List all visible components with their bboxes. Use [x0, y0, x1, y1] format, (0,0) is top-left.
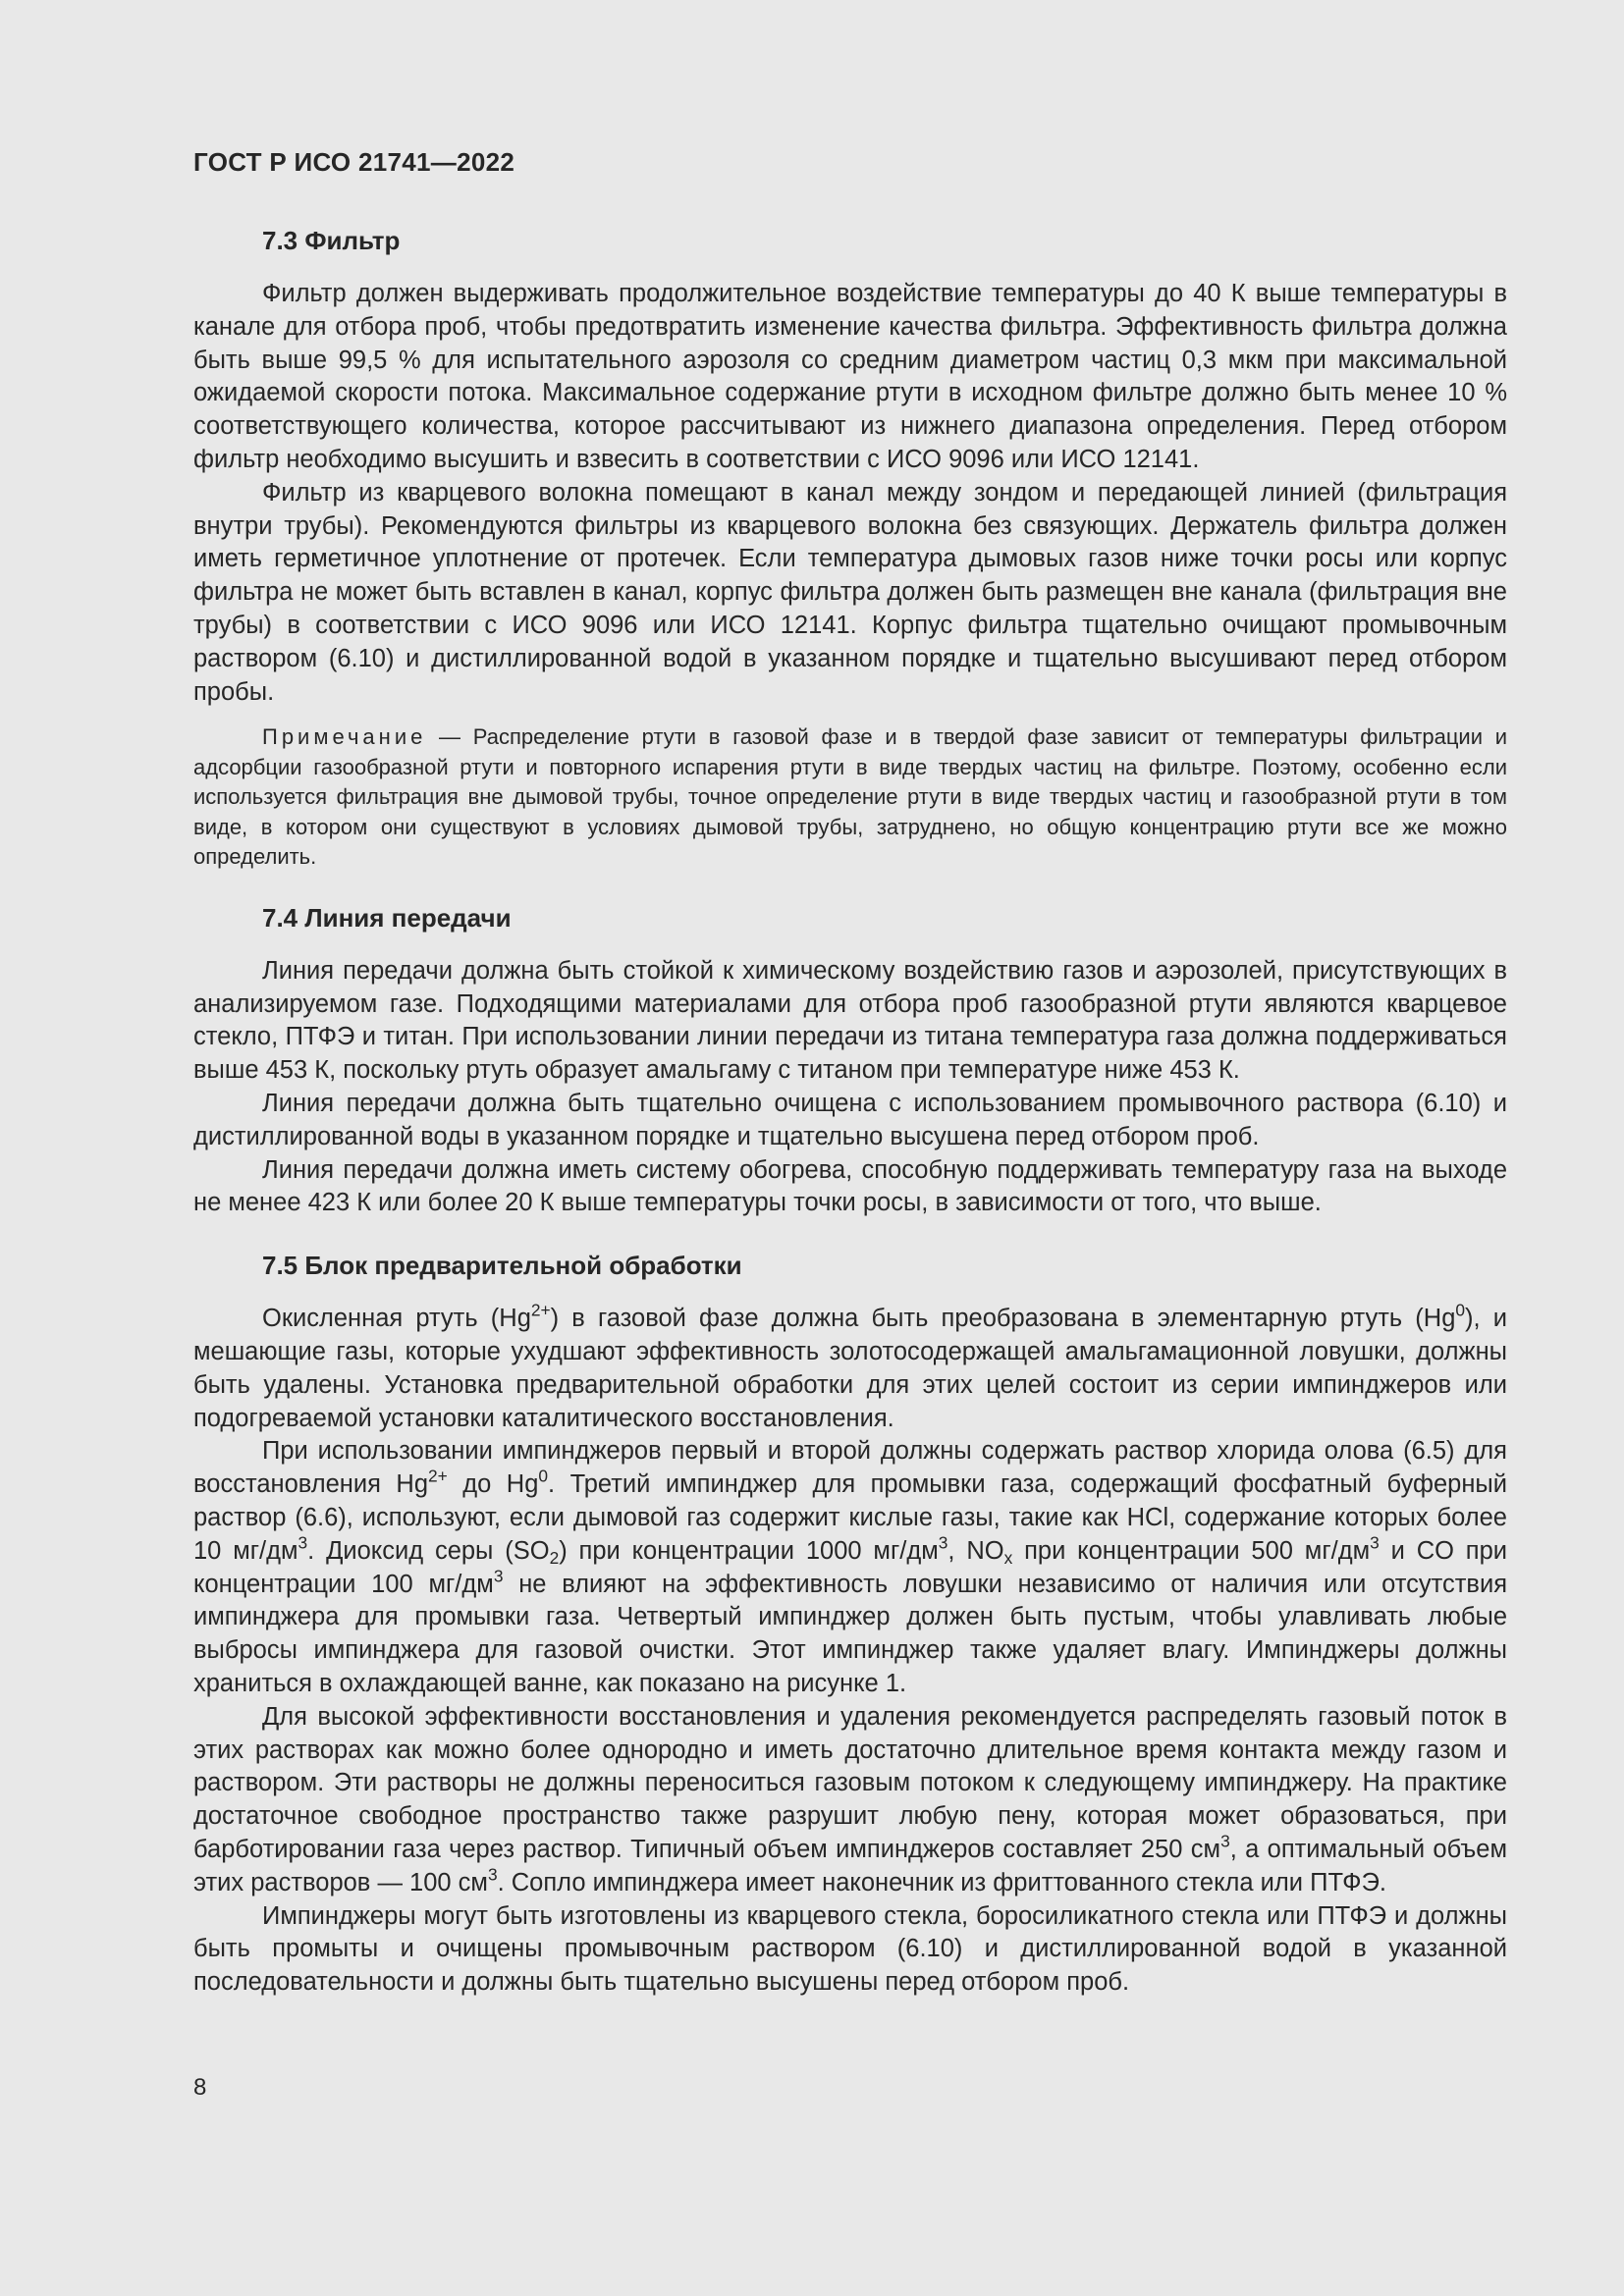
document-body: [193, 221, 1507, 2000]
paragraph: Фильтр должен выдерживать продолжительное воздействие температуры до 40 К выше температуры в канале для отбора проб, чтобы предотвратить изменение качества фильтра. Эффективность фильтра должна быть выше 99,5 % для испытательного аэрозоля со средним диаметром частиц 0,3 мкм при максимальной ожидаемой скорости потока. Максимальное содержание ртути в исходном фильтре должно быть менее 10 % соответствующего количества, которое рассчитывают из нижнего диапазона определения. Перед отбором фильтр необходимо высушить и взвесить в соответствии с ИСО 9096 или ИСО 12141.: [193, 280, 1507, 473]
paragraph: Линия передачи должна иметь систему обогрева, способную поддерживать температуру газа на выходе не менее 423 К или более 20 К выше температуры точки росы, в зависимости от того, что выше.: [193, 1155, 1507, 1217]
section-title-7-3: 7.3 Фильтр: [262, 226, 401, 255]
note-paragraph: [193, 722, 1507, 873]
page-number: 8: [193, 2074, 207, 2101]
paragraph: Линия передачи должна быть тщательно очищена с использованием промывочного раствора (6.10) и дистиллированной воды в указанном порядке и тщательно высушена перед отбором проб.: [193, 1090, 1507, 1150]
note-text: — Распределение ртути в газовой фазе и в твердой фазе зависит от температуры фильтрации и адсорбции газообразной ртути и повторного испарения ртути в виде твердых частиц на фильтре. Поэтому, особенно если используется фильтрация вне дымовой трубы, точное определение ртути в виде твердых частиц и газообразной ртути в том виде, в котором они существуют в условиях дымовой трубы, затруднено, но общую концентрацию ртути все же можно определить.: [193, 724, 1507, 870]
paragraph: При использовании импинджеров первый и второй должны содержать раствор хлорида олова (6.5) для восстановления $Hg^{2+}$ до Hg$^0$. Третий импинджер для промывки газа, содержащий фосфатный буферный раствор (6.6), используют, если дымовой газ содержит кислые газы, такие как HCl, содержание которых более 10 $мг/дм^3$. Диоксид серы $(SO_2)$ при концентрации 1000 $мг/дм^3$, $NO_x$ при концентрации 500 $мг/дм^3$ и CO при концентрации 100 $мг/дм^3$ не влияют на эффективность ловушки независимо от наличия или отсутствия импинджера для промывки газа. Четвертый импинджер должен быть пустым, чтобы улавливать любые выбросы импинджера для газовой очистки. Этот импинджер также удаляет влагу. Импинджеры должны храниться в охлаждающей ванне, как показано на рисунке 1.: [193, 1437, 1508, 1697]
note-label: Примечание: [262, 724, 427, 750]
section-title-7-4: 7.4 Линия передачи: [262, 902, 512, 933]
document-header: ГОСТ Р ИСО 21741—2022: [193, 147, 515, 177]
paragraph: Окисленная ртуть $(Hg^{2+})$ в газовой фазе должна быть преобразована в элементарную ртуть (Hg$^0$), и мешающие газы, которые ухудшают эффективность золотосодержащей амальгамационной ловушки, должны быть удалены. Установка предварительной обработки для этих целей состоит из серии импинджеров или подогреваемой установки каталитического восстановления.: [193, 1300, 1508, 1432]
paragraph: Импинджеры могут быть изготовлены из кварцевого стекла, боросиликатного стекла или ПТФЭ и должны быть промыты и очищены промывочным раствором (6.10) и дистиллированной водой в указанной последовательности и должны быть тщательно высушены перед отбором проб.: [193, 1901, 1507, 1997]
paragraph: Фильтр из кварцевого волокна помещают в канал между зондом и передающей линией (фильтрация внутри трубы). Рекомендуются фильтры из кварцевого волокна без связующих. Держатель фильтра должен иметь герметичное уплотнение от протечек. Если температура дымовых газов ниже точки росы или корпус фильтра не может быть вставлен в канал, корпус фильтра должен быть размещен вне канала (фильтрация вне трубы) в соответствии с ИСО 9096 или ИСО 12141. Корпус фильтра тщательно очищают промывочным раствором (6.10) и дистиллированной водой в указанном порядке и тщательно высушивают перед отбором пробы.: [193, 478, 1507, 706]
paragraph: Линия передачи должна быть стойкой к химическому воздействию газов и аэрозолей, присутствующих в анализируемом газе. Подходящими материалами для отбора проб газообразной ртути являются кварцевое стекло, ПТФЭ и титан. При использовании линии передачи из титана температура газа должна поддерживаться выше 453 К, поскольку ртуть образует амальгаму с титаном при температуре ниже 453 К.: [193, 956, 1507, 1085]
paragraph: Для высокой эффективности восстановления и удаления рекомендуется распределять газовый поток в этих растворах как можно более однородно и иметь достаточно длительное время контакта между газом и раствором. Эти растворы не должны переноситься газовым потоком к следующему импинджеру. На практике достаточное свободное пространство также разрушит любую пену, которая может образоваться, при барботировании газа через раствор. Типичный объем импинджеров составляет 250 $см^3$, а оптимальный объем этих растворов — 100 $см^3$. Сопло импинджера имеет наконечник из фриттованного стекла или ПТФЭ.: [193, 1702, 1507, 1896]
section-title-7-5: 7.5 Блок предварительной обработки: [262, 1251, 742, 1281]
